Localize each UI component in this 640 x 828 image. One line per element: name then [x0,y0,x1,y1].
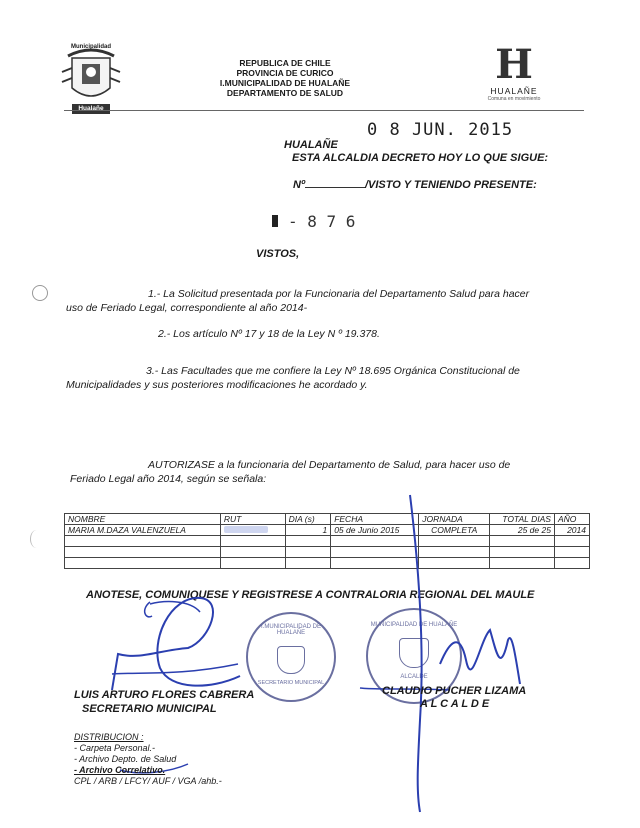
stamp-mark [272,215,278,227]
municipal-crest [58,42,124,118]
table-row-empty [65,558,590,569]
decree-number-row [293,179,537,191]
table-header: DIA (s) [285,514,331,525]
decree-place: HUALAÑE [284,139,338,151]
table-cell [490,536,555,547]
table-cell: MARIA M.DAZA VALENZUELA [65,525,221,536]
redacted-rut [220,525,285,536]
number-stamp-text: - 8 7 6 [288,212,356,231]
table-cell [554,536,589,547]
leave-table [64,513,590,569]
visto-item-1 [66,287,586,315]
crest-bottom-text: Hualañe [78,105,104,112]
table-cell [419,536,490,547]
table-header: NOMBRE [65,514,221,525]
table-cell [554,558,589,569]
secretary-title: SECRETARIO MUNICIPAL [82,703,217,715]
table-cell: 25 de 25 [490,525,555,536]
mayor-name: CLAUDIO PUCHER LIZAMA [382,685,527,697]
table-cell: COMPLETA [419,525,490,536]
number-blank [305,187,365,188]
stamp-date: 0 8 JUN. 2015 [367,120,514,140]
visto-line: uso de Feriado Legal, correspondiente al año 2014- [66,302,308,314]
table-header-row [65,514,590,525]
logo-name: HUALAÑE [490,86,538,96]
org-line: REPUBLICA DE CHILE [239,58,331,68]
autorizase-line: AUTORIZASE a la funcionaria del Departamento de Salud, para hacer uso de [148,459,511,471]
seal-text: I.MUNICIPALIDAD DE HUALAÑE [261,624,321,636]
table-cell [331,536,419,547]
table-cell [490,547,555,558]
table-cell [65,547,221,558]
secretary-name: LUIS ARTURO FLORES CABRERA [74,689,255,701]
seal-emblem [399,638,429,668]
logo-tagline: Comuna en movimiento [487,96,541,102]
header-rule [64,110,584,111]
visto-line: 1.- La Solicitud presentada por la Funcionaria del Departamento Salud para hacer [148,288,530,300]
org-line: DEPARTAMENTO DE SALUD [226,88,344,98]
distribution-item: - Archivo Depto. de Salud [74,754,177,764]
number-stamp [272,212,355,231]
org-line: PROVINCIA DE CURICO [236,68,334,78]
table-cell: 2014 [554,525,589,536]
binder-hole [32,285,48,301]
hualane-logo [484,41,544,106]
distribution-item: CPL / ARB / LFCY/ AUF / VGA /ahb.- [74,776,222,786]
table-header: JORNADA [419,514,490,525]
autorizase-line: Feriado Legal año 2014, según se señala: [70,473,267,485]
table-cell [554,547,589,558]
autorizase-paragraph [70,458,600,486]
decree-intro: ESTA ALCALDIA DECRETO HOY LO QUE SIGUE: [292,152,549,164]
org-line: I.MUNICIPALIDAD DE HUALAÑE [219,78,351,88]
table-cell [331,558,419,569]
table-header: RUT [220,514,285,525]
table-cell [220,547,285,558]
seal-text: MUNICIPALIDAD DE HUALAÑE [370,622,458,628]
table-header: FECHA [331,514,419,525]
table-header: TOTAL DIAS [490,514,555,525]
table-cell: 1 [285,525,331,536]
visto-line: 3.- Las Facultades que me confiere la Ley Nº 18.695 Orgánica Constitucional de [146,365,520,377]
distribution-item: - Carpeta Personal.- [74,743,156,753]
table-cell [285,558,331,569]
seal-text: ALCALDE [400,674,428,680]
table-cell [331,547,419,558]
binder-hole [30,530,43,548]
table-cell [285,547,331,558]
vistos-title: VISTOS, [256,248,300,260]
visto-item-2: 2.- Los artículo Nº 17 y 18 de la Ley N º 19.378. [158,328,380,340]
table-cell [65,536,221,547]
distribution-block [74,732,222,787]
distribution-title: DISTRIBUCION : [74,732,144,742]
distribution-item: - Archivo Correlativo. [74,765,166,775]
table-cell [65,558,221,569]
seal-emblem [277,646,305,674]
table-cell [490,558,555,569]
visto-label: /VISTO Y TENIENDO PRESENTE: [364,179,537,191]
logo-letter: H [495,41,533,88]
table-cell [419,547,490,558]
secretary-seal [246,612,336,702]
table-cell [220,558,285,569]
table-row-empty [65,536,590,547]
visto-line: Municipalidades y sus posteriores modificaciones he acordado y. [66,379,368,391]
table-cell [419,558,490,569]
crest-top-text: Municipalidad [70,44,111,50]
number-label: Nº [293,179,305,191]
mayor-title: A L C A L D E [420,698,490,710]
org-header [200,58,370,98]
table-cell [285,536,331,547]
table-cell: 05 de Junio 2015 [331,525,419,536]
visto-item-3 [66,364,596,392]
table-cell [220,536,285,547]
table-row-empty [65,547,590,558]
table-header: AÑO [554,514,589,525]
seal-text: SECRETARIO MUNICIPAL [257,680,325,686]
redaction-mark [224,526,268,533]
anotese-line: ANOTESE, COMUNIQUESE Y REGISTRESE A CONTRALORIA REGIONAL DEL MAULE [86,589,535,601]
table-row [65,525,590,536]
